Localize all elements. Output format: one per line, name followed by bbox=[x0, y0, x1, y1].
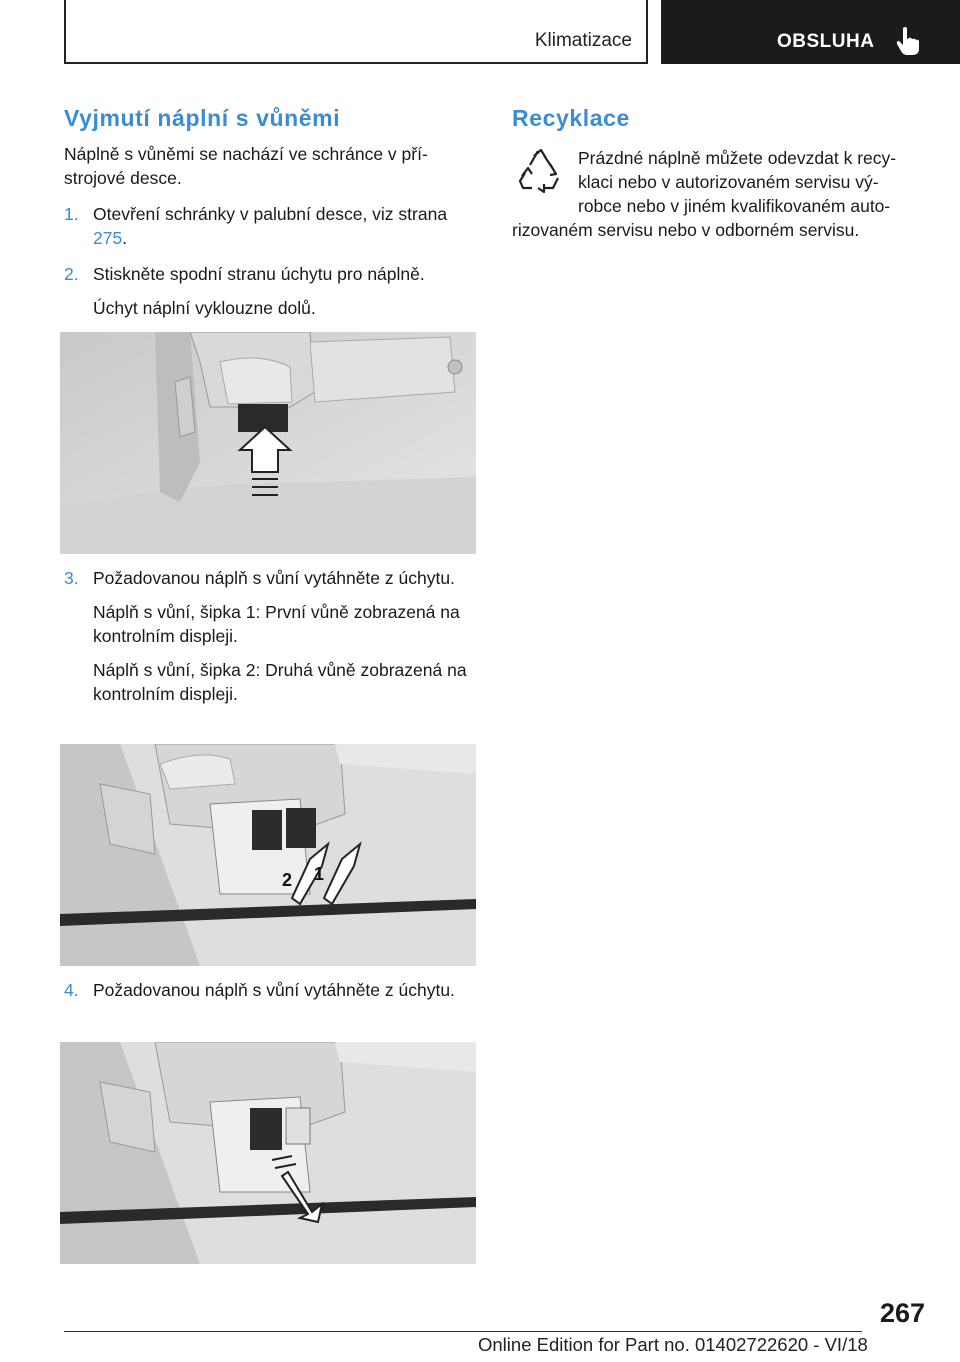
footer-edition: Online Edition for Part no. 01402722620 - VI/18 bbox=[478, 1334, 868, 1355]
header-chapter-box bbox=[661, 0, 960, 64]
photo-cartridges-arrows bbox=[60, 744, 476, 966]
page-link[interactable]: 275 bbox=[93, 228, 123, 248]
step-3-arrow-2: Náplň s vůní, šipka 2: Druhá vůně zobrazená na kontrolním displeji. bbox=[93, 660, 467, 704]
step-3 bbox=[64, 566, 476, 590]
step-text: Požadovanou náplň s vůní vytáhněte z úchytu. bbox=[93, 568, 455, 588]
arrow-label-2: 2 bbox=[282, 870, 293, 890]
recycle-icon bbox=[516, 148, 566, 203]
step-3-arrow-1: Náplň s vůní, šipka 1: První vůně zobrazená na kontrolním displeji. bbox=[93, 602, 460, 646]
arrow-label-1: 1 bbox=[314, 864, 325, 884]
photo-cartridge-pull bbox=[60, 1042, 476, 1264]
left-column bbox=[64, 104, 476, 320]
step-2-result: Úchyt náplní vyklouzne dolů. bbox=[93, 298, 316, 318]
step-number: 2. bbox=[64, 264, 79, 284]
step-text: Otevření schránky v palubní desce, viz strana bbox=[93, 204, 448, 224]
section-title-recycling: Recyklace bbox=[512, 105, 630, 131]
recycling-text: Prázdné náplně můžete odevzdat k recy‐ klaci nebo v autorizovaném servisu vý‐ robce nebo v jiném kvalifikovaném auto‐ rizovaném servisu nebo v odborném servisu. bbox=[512, 148, 897, 240]
right-column bbox=[512, 104, 924, 242]
intro-text: Náplně s vůněmi se nachází ve schránce v pří‐ strojové desce. bbox=[64, 144, 428, 188]
pointing-hand-icon bbox=[895, 26, 921, 61]
left-column-step4 bbox=[64, 978, 476, 1002]
header-chapter-title: OBSLUHA bbox=[777, 31, 875, 52]
left-column-cont bbox=[64, 566, 476, 706]
step-2 bbox=[64, 262, 476, 286]
step-text: Stiskněte spodní stranu úchytu pro náplně. bbox=[93, 264, 425, 284]
page-number: 267 bbox=[880, 1298, 926, 1328]
step-1: 1. Otevření schránky v palubní desce, viz strana 275. bbox=[64, 204, 448, 248]
footer-rule bbox=[64, 1331, 862, 1332]
step-number: 4. bbox=[64, 980, 79, 1000]
step-number: 1. bbox=[64, 204, 79, 224]
section-title-remove-cartridges: Vyjmutí náplní s vůněmi bbox=[64, 105, 341, 131]
header-section-title: Klimatizace bbox=[534, 30, 632, 51]
step-4 bbox=[64, 978, 476, 1002]
photo-glovebox-press bbox=[60, 332, 476, 554]
header-section-box bbox=[64, 0, 648, 64]
step-number: 3. bbox=[64, 568, 79, 588]
step-text: Požadovanou náplň s vůní vytáhněte z úchytu. bbox=[93, 980, 455, 1000]
